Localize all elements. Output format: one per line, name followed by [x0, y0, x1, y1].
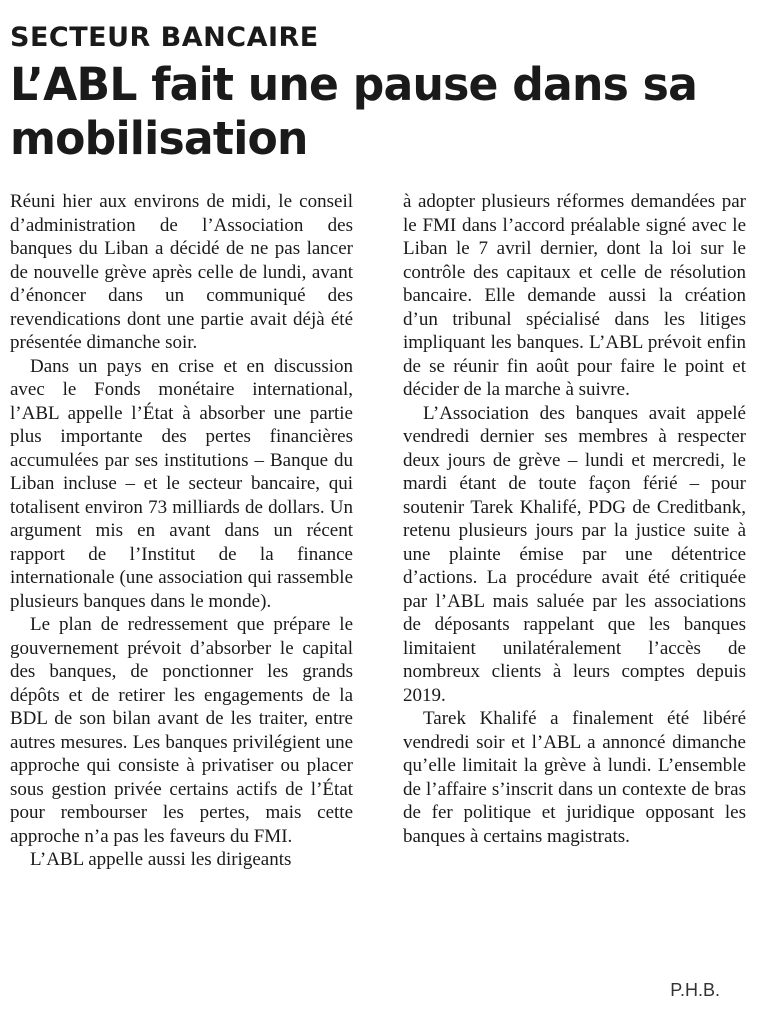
section-kicker: SECTEUR BANCAIRE — [10, 22, 319, 53]
paragraph: à adopter plusieurs réformes demandées par le FMI dans l’accord préalable signé avec le Liban le 7 avril dernier, dont la loi sur le contrôle des capitaux et celle de résolution bancaire. Elle demande aussi la création d’un tribunal spécialisé dans les litiges impliquant les banques. L’ABL prévoit enfin de se réunir fin août pour faire le point et décider de la marche à suivre. — [403, 191, 746, 400]
article-body — [10, 190, 746, 872]
column-left — [10, 190, 353, 872]
article-headline: L’ABL fait une pause dans sa mobilisation — [10, 58, 698, 165]
column-right — [403, 190, 746, 872]
paragraph: L’ABL appelle aussi les dirigeants — [30, 849, 292, 870]
paragraph: Réuni hier aux environs de midi, le conseil d’administration de l’Association des banques du Liban a décidé de ne pas lancer de nouvelle grève après celle de lundi, avant d’énoncer dans un communiqué des revendications dont une partie avait déjà été présentée dimanche soir. — [10, 191, 353, 353]
paragraph: L’Association des banques avait appelé vendredi dernier ses membres à respecter deux jours de grève – lundi et mercredi, le mardi étant de toute façon férié – pour soutenir Tarek Khalifé, PDG de Creditbank, retenu plusieurs jours par la justice suite à une plainte émise par une détentrice d’actions. La procédure avait été critiquée par l’ABL mais saluée par les associations de déposants rappelant que les banques limitaient unilatéralement l’accès de nombreux clients à leurs comptes depuis 2019. — [403, 402, 746, 706]
paragraph: Dans un pays en crise et en discussion avec le Fonds monétaire international, l’ABL appelle l’État à absorber une partie plus importante des pertes financières accumulées par ses institutions – Banque du Liban incluse – et le secteur bancaire, qui totalisent environ 73 milliards de dollars. Un argument mis en avant dans un récent rapport de l’Institut de la finance internationale (une association qui rassemble plusieurs banques dans le monde). — [10, 355, 353, 612]
paragraph: Tarek Khalifé a finalement été libéré vendredi soir et l’ABL a annoncé dimanche qu’elle limitait la grève à lundi. L’ensemble de l’affaire s’inscrit dans un contexte de bras de fer politique et juridique opposant les banques à certains magistrats. — [403, 708, 746, 847]
paragraph: Le plan de redressement que prépare le gouvernement prévoit d’absorber le capital des banques, de ponctionner les grands dépôts et de retirer les engagements de la BDL de son bilan avant de les traiter, entre autres mesures. Les banques privilégient une approche qui consiste à privatiser ou placer sous gestion privée certains actifs de l’État pour rembourser les pertes, mais cette approche n’a pas les faveurs du FMI. — [10, 614, 353, 847]
author-signature: P.H.B. — [670, 980, 720, 1000]
